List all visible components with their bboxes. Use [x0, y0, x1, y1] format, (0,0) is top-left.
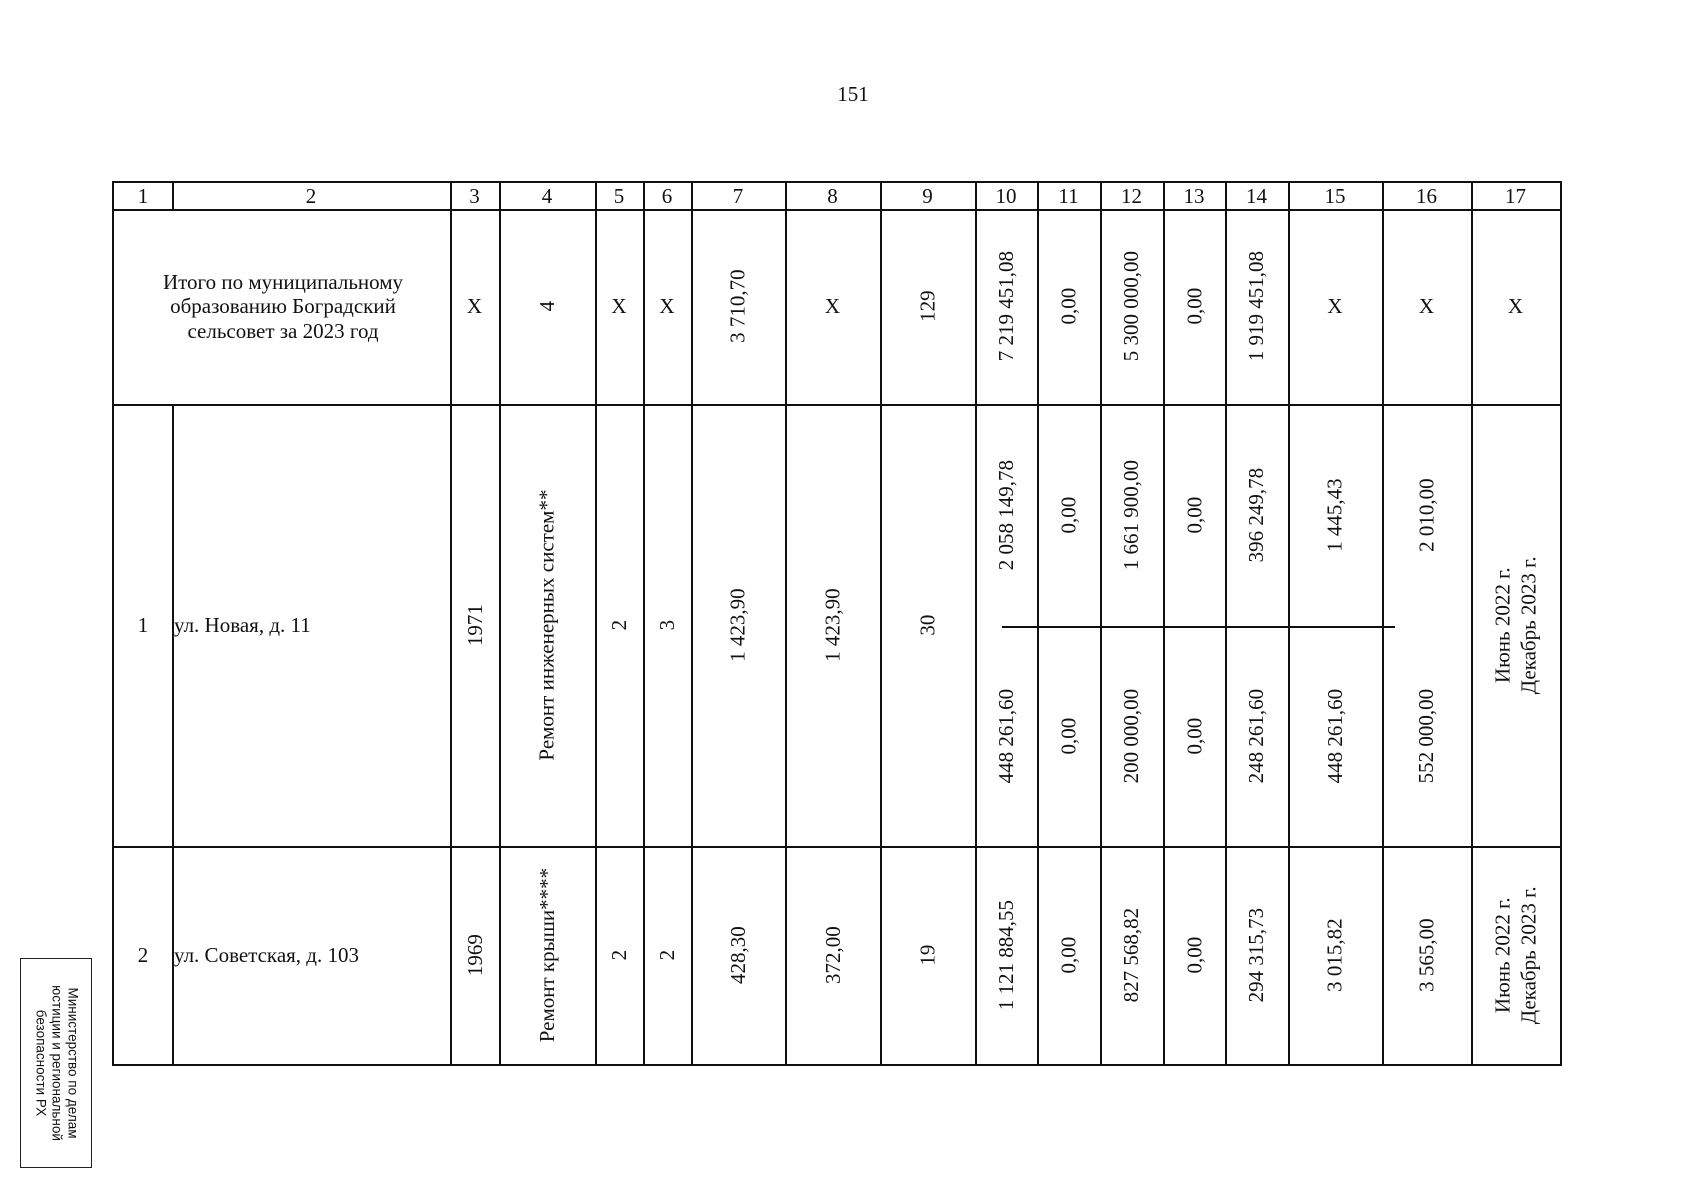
row2-c16-value: 3 565,00: [1414, 918, 1439, 992]
row1b-c11: [1037, 626, 1100, 846]
row2-c6-value: 2: [654, 949, 679, 961]
header-col-1: 1: [137, 183, 149, 208]
row2-dates: [1471, 846, 1560, 1064]
row1b-c16: [1382, 626, 1471, 846]
row1-date-end: Декабрь 2023 г.: [1516, 556, 1541, 694]
row1a-c10-value: 2 058 149,78: [993, 459, 1018, 571]
total-c11: [1037, 209, 1100, 404]
total-c7-value: 3 710,70: [725, 269, 750, 344]
stamp-line-3: безопасности РХ: [32, 1009, 48, 1117]
total-c12-value: 5 300 000,00: [1119, 251, 1144, 362]
row1a-c16: [1382, 404, 1471, 626]
row2-c12-value: 827 568,82: [1119, 907, 1144, 1003]
row2-c11-value: 0,00: [1056, 936, 1081, 974]
total-c4: [499, 209, 595, 404]
total-c13: [1163, 209, 1225, 404]
row1b-c11-value: 0,00: [1056, 717, 1081, 755]
row1b-c14-value: 248 261,60: [1244, 688, 1269, 784]
total-c17: X: [1507, 294, 1524, 319]
total-c4-value: 4: [534, 301, 559, 312]
row1b-c15: [1288, 626, 1382, 846]
total-c8: X: [824, 294, 841, 319]
row1a-c11-value: 0,00: [1056, 496, 1081, 534]
row2-c16: [1382, 846, 1471, 1064]
total-c7: [691, 209, 785, 404]
row1-c6-value: 3: [654, 619, 679, 631]
row1a-c14-value: 396 249,78: [1244, 467, 1269, 563]
row2-dates-value: [1489, 886, 1542, 1024]
header-col-16: 16: [1416, 183, 1437, 208]
row1-c7-value: 1 423,90: [725, 588, 750, 662]
header-col-5: 5: [613, 183, 625, 208]
row2-c8-value: 372,00: [820, 926, 845, 984]
row1-year-value: 1971: [462, 603, 487, 646]
row1b-c10: [975, 626, 1037, 846]
total-c10-value: 7 219 451,08: [993, 251, 1018, 362]
header-col-7: 7: [732, 183, 744, 208]
total-c12: [1100, 209, 1163, 404]
header-col-17: 17: [1505, 183, 1526, 208]
row1b-c10-value: 448 261,60: [993, 688, 1018, 784]
row1a-c14: [1225, 404, 1288, 626]
row1-c6: [643, 404, 691, 846]
row2-c8: [785, 846, 880, 1064]
row1-date-start: Июнь 2022 г.: [1490, 567, 1515, 683]
row1a-c16-value: 2 010,00: [1414, 478, 1439, 552]
row1b-c14: [1225, 626, 1288, 846]
row1-year: [450, 404, 499, 846]
row1b-c12-value: 200 000,00: [1119, 688, 1144, 784]
row2-c13-value: 0,00: [1181, 936, 1206, 974]
row2-year-value: 1969: [462, 933, 487, 976]
stamp-text: [32, 963, 81, 1163]
header-col-13: 13: [1183, 183, 1205, 208]
row1-c9-value: 30: [915, 614, 940, 636]
header-col-2: 2: [305, 183, 317, 208]
total-c10: [975, 209, 1037, 404]
row2-c15-value: 3 015,82: [1322, 918, 1347, 992]
row2-address: ул. Советская, д. 103: [174, 942, 359, 967]
stamp-line-2: юстиции и региональной: [49, 985, 65, 1141]
capital-repair-table: [112, 181, 1562, 1066]
row1-c8: [785, 404, 880, 846]
stamp-line-1: Министерство по делам: [65, 987, 81, 1139]
total-c11-value: 0,00: [1056, 288, 1081, 325]
row1a-c13: [1163, 404, 1225, 626]
row2-c12: [1100, 846, 1163, 1064]
row2-date-start: Июнь 2022 г.: [1490, 897, 1515, 1013]
row2-c9-value: 19: [915, 944, 940, 966]
row2-date-end: Декабрь 2023 г.: [1516, 886, 1541, 1024]
row1-c9: [880, 404, 975, 846]
row2-c14-value: 294 315,73: [1244, 907, 1269, 1003]
row2-work: [499, 846, 595, 1064]
row2-c15: [1288, 846, 1382, 1064]
row2-c9: [880, 846, 975, 1064]
row1b-c13-value: 0,00: [1181, 717, 1206, 755]
row1-work: [499, 404, 595, 846]
row2-work-value: Ремонт крыши****: [534, 867, 559, 1043]
row2-c6: [643, 846, 691, 1064]
total-c16: X: [1418, 294, 1435, 319]
header-col-8: 8: [827, 183, 838, 208]
row1-dates: [1471, 404, 1560, 846]
row1a-c15: [1288, 404, 1382, 626]
row1a-c12-value: 1 661 900,00: [1119, 459, 1144, 571]
row1-c7: [691, 404, 785, 846]
row1-work-value: Ремонт инженерных систем**: [534, 489, 559, 761]
row1b-c16-value: 552 000,00: [1414, 688, 1439, 784]
total-c5: X: [611, 294, 627, 319]
row2-c5-value: 2: [606, 949, 631, 961]
header-col-10: 10: [995, 183, 1017, 208]
page-number: 151: [837, 82, 869, 106]
row1-dates-value: [1489, 556, 1542, 694]
row2-c13: [1163, 846, 1225, 1064]
total-c9-value: 129: [915, 290, 940, 323]
row2-c10: [975, 846, 1037, 1064]
row2-year: [450, 846, 499, 1064]
row1b-c12: [1100, 626, 1163, 846]
total-c3: X: [466, 294, 483, 319]
row2-c14: [1225, 846, 1288, 1064]
total-c15: X: [1327, 294, 1343, 319]
header-col-4: 4: [541, 183, 553, 208]
header-col-12: 12: [1121, 183, 1142, 208]
total-c13-value: 0,00: [1181, 288, 1206, 325]
header-col-6: 6: [661, 183, 673, 208]
row1b-c15-value: 448 261,60: [1322, 688, 1347, 784]
row1-c5: [595, 404, 643, 846]
row2-c10-value: 1 121 884,55: [993, 899, 1018, 1011]
total-c6: X: [659, 294, 675, 319]
row1a-c11: [1037, 404, 1100, 626]
row2-c5: [595, 846, 643, 1064]
row1-number: 1: [137, 612, 149, 637]
registration-stamp: [20, 958, 92, 1168]
row2-c7-value: 428,30: [725, 926, 750, 984]
header-col-15: 15: [1324, 183, 1346, 208]
header-col-14: 14: [1246, 183, 1267, 208]
row2-c11: [1037, 846, 1100, 1064]
row1-c8-value: 1 423,90: [820, 588, 845, 662]
row2-c7: [691, 846, 785, 1064]
header-col-9: 9: [922, 183, 933, 208]
row2-number: 2: [137, 942, 149, 967]
row1a-c10: [975, 404, 1037, 626]
row1-c5-value: 2: [606, 619, 631, 631]
total-c9: [880, 209, 975, 404]
row1a-c12: [1100, 404, 1163, 626]
header-col-11: 11: [1058, 183, 1079, 208]
row1-address: ул. Новая, д. 11: [174, 612, 311, 637]
row1a-c15-value: 1 445,43: [1322, 478, 1347, 552]
total-c14: [1225, 209, 1288, 404]
row1a-c13-value: 0,00: [1181, 496, 1206, 534]
total-label: Итого по муниципальному образованию Боградский сельсовет за 2023 год: [162, 270, 404, 343]
header-col-3: 3: [469, 183, 480, 208]
total-c14-value: 1 919 451,08: [1244, 251, 1269, 362]
row1b-c13: [1163, 626, 1225, 846]
